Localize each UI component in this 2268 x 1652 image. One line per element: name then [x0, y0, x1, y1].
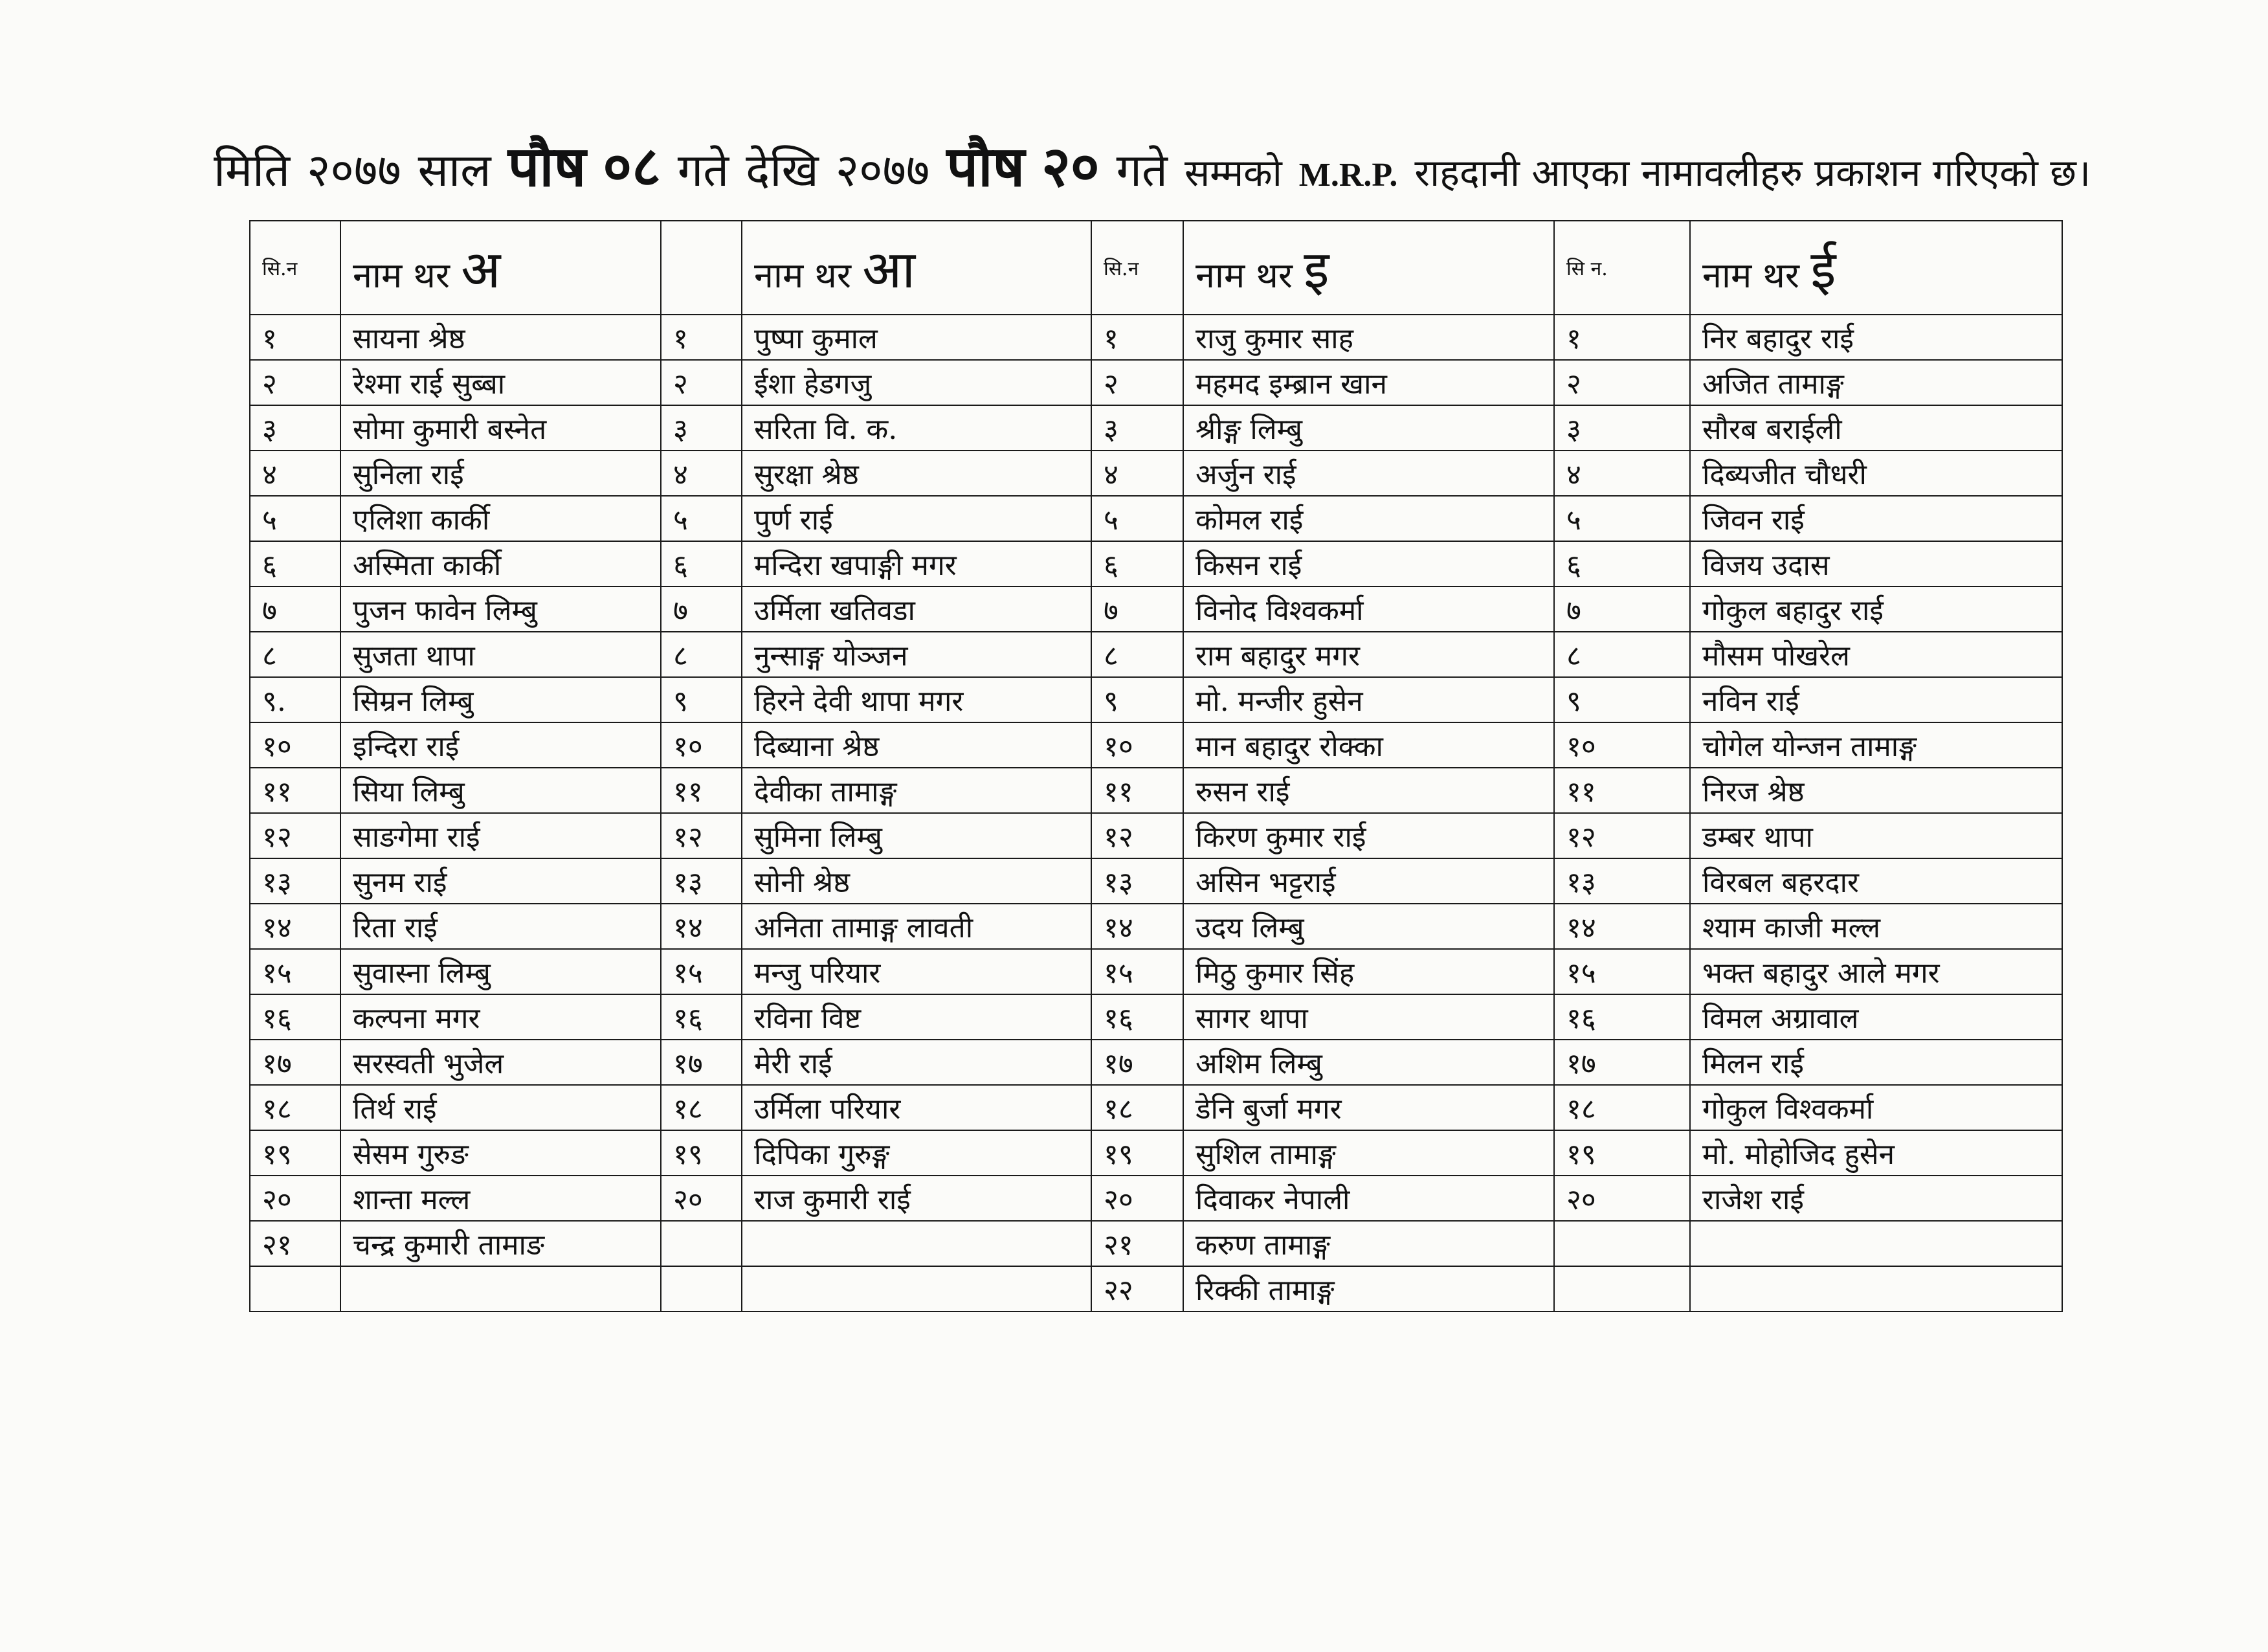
serial-cell: ८: [250, 632, 340, 677]
serial-header: सि.न: [250, 221, 340, 315]
passport-names-table: [249, 220, 2063, 1312]
serial-cell: २१: [250, 1221, 340, 1266]
table-row: [250, 813, 2062, 858]
name-cell: कोमल राई: [1183, 496, 1554, 541]
serial-cell: ११: [1091, 768, 1183, 813]
serial-cell: १: [250, 315, 340, 360]
notice-day-from: ०८: [603, 134, 661, 199]
name-cell: मो. मोहोजिद हुसेन: [1690, 1130, 2062, 1176]
name-header-label: नाम थर: [1195, 255, 1293, 296]
serial-cell: ७: [1091, 586, 1183, 632]
notice-month-from: पौष: [507, 134, 586, 199]
name-cell: श्रीङ्ग लिम्बु: [1183, 405, 1554, 451]
name-cell: किसन राई: [1183, 541, 1554, 586]
name-cell: मिलन राई: [1690, 1040, 2062, 1085]
serial-cell: १६: [661, 994, 742, 1040]
name-cell: करुण तामाङ्ग: [1183, 1221, 1554, 1266]
name-header-label: नाम थर: [353, 255, 450, 296]
name-cell: मेरी राई: [742, 1040, 1091, 1085]
serial-header: सि न.: [1554, 221, 1690, 315]
name-cell: रिक्की तामाङ्ग: [1183, 1266, 1554, 1312]
name-cell: श्याम काजी मल्ल: [1690, 904, 2062, 949]
table-row: [250, 949, 2062, 994]
serial-cell: ७: [250, 586, 340, 632]
serial-cell: १५: [1091, 949, 1183, 994]
serial-cell: १३: [661, 858, 742, 904]
name-cell: शान्ता मल्ल: [340, 1176, 661, 1221]
serial-cell: [250, 1266, 340, 1312]
serial-cell: १०: [250, 722, 340, 768]
serial-cell: १५: [661, 949, 742, 994]
notice-tail: राहदानी आएका नामावलीहरु प्रकाशन गरिएको छ।: [1414, 151, 2091, 195]
serial-cell: ३: [1091, 405, 1183, 451]
table-row: [250, 1130, 2062, 1176]
serial-cell: ४: [661, 451, 742, 496]
name-cell: सरिता वि. क.: [742, 405, 1091, 451]
name-cell: पुर्ण राई: [742, 496, 1091, 541]
name-header: [340, 221, 661, 315]
serial-cell: ९: [1091, 677, 1183, 722]
serial-cell: १८: [661, 1085, 742, 1130]
name-cell: निर बहादुर राई: [1690, 315, 2062, 360]
serial-cell: ४: [1554, 451, 1690, 496]
serial-cell: १४: [1554, 904, 1690, 949]
notice-heading: [214, 127, 2155, 199]
serial-cell: १४: [1091, 904, 1183, 949]
serial-cell: ४: [1091, 451, 1183, 496]
serial-cell: १४: [250, 904, 340, 949]
serial-cell: ४: [250, 451, 340, 496]
serial-cell: १५: [1554, 949, 1690, 994]
serial-cell: ११: [661, 768, 742, 813]
name-cell: साङगेमा राई: [340, 813, 661, 858]
serial-cell: ७: [661, 586, 742, 632]
serial-cell: ११: [250, 768, 340, 813]
serial-cell: १३: [1091, 858, 1183, 904]
serial-cell: ९: [661, 677, 742, 722]
serial-cell: ७: [1554, 586, 1690, 632]
name-cell: [742, 1266, 1091, 1312]
notice-year-from: २०७७: [307, 144, 401, 197]
serial-cell: ६: [661, 541, 742, 586]
name-cell: नविन राई: [1690, 677, 2062, 722]
name-cell: दिपिका गुरुङ्ग: [742, 1130, 1091, 1176]
serial-cell: १८: [1091, 1085, 1183, 1130]
serial-cell: २०: [250, 1176, 340, 1221]
name-cell: सुरक्षा श्रेष्ठ: [742, 451, 1091, 496]
serial-cell: २: [661, 360, 742, 405]
name-cell: सायना श्रेष्ठ: [340, 315, 661, 360]
name-header-label: नाम थर: [754, 255, 852, 296]
table-row: [250, 541, 2062, 586]
serial-cell: १०: [1091, 722, 1183, 768]
name-header: [1690, 221, 2062, 315]
table-row: [250, 1085, 2062, 1130]
serial-header: [661, 221, 742, 315]
name-cell: विनोद विश्वकर्मा: [1183, 586, 1554, 632]
serial-cell: १२: [250, 813, 340, 858]
serial-cell: [661, 1266, 742, 1312]
serial-cell: १२: [661, 813, 742, 858]
name-cell: उर्मिला परियार: [742, 1085, 1091, 1130]
table-row: [250, 1040, 2062, 1085]
name-cell: उदय लिम्बु: [1183, 904, 1554, 949]
name-cell: रेश्मा राई सुब्बा: [340, 360, 661, 405]
name-cell: [1690, 1266, 2062, 1312]
serial-cell: २: [250, 360, 340, 405]
serial-cell: २०: [1554, 1176, 1690, 1221]
table-row: [250, 451, 2062, 496]
notice-year-to: २०७७: [835, 144, 930, 197]
name-cell: उर्मिला खतिवडा: [742, 586, 1091, 632]
name-cell: एलिशा कार्की: [340, 496, 661, 541]
name-cell: पुजन फावेन लिम्बु: [340, 586, 661, 632]
name-cell: अर्जुन राई: [1183, 451, 1554, 496]
serial-cell: २: [1091, 360, 1183, 405]
serial-cell: १२: [1554, 813, 1690, 858]
name-cell: तिर्थ राई: [340, 1085, 661, 1130]
table-row: [250, 1176, 2062, 1221]
name-cell: महमद इम्ब्रान खान: [1183, 360, 1554, 405]
name-cell: दिवाकर नेपाली: [1183, 1176, 1554, 1221]
serial-cell: ९.: [250, 677, 340, 722]
name-cell: विरबल बहरदार: [1690, 858, 2062, 904]
name-cell: मान बहादुर रोक्का: [1183, 722, 1554, 768]
table-row: [250, 904, 2062, 949]
notice-day-to: २०: [1041, 134, 1100, 199]
group-letter: ई: [1810, 240, 1836, 300]
notice-month-to: पौष: [946, 134, 1025, 199]
name-cell: चोगेल योन्जन तामाङ्ग: [1690, 722, 2062, 768]
table-row: [250, 496, 2062, 541]
name-header-label: नाम थर: [1702, 255, 1800, 296]
serial-cell: ६: [1554, 541, 1690, 586]
name-cell: सुनम राई: [340, 858, 661, 904]
name-cell: राजु कुमार साह: [1183, 315, 1554, 360]
serial-cell: २०: [1091, 1176, 1183, 1221]
name-cell: निरज श्रेष्ठ: [1690, 768, 2062, 813]
notice-word: गते: [677, 144, 729, 197]
name-cell: सोनी श्रेष्ठ: [742, 858, 1091, 904]
name-cell: इन्दिरा राई: [340, 722, 661, 768]
serial-cell: ३: [250, 405, 340, 451]
name-cell: अशिम लिम्बु: [1183, 1040, 1554, 1085]
name-cell: [1690, 1221, 2062, 1266]
serial-cell: ८: [661, 632, 742, 677]
serial-cell: [1554, 1266, 1690, 1312]
name-cell: राज कुमारी राई: [742, 1176, 1091, 1221]
table-row: [250, 586, 2062, 632]
table-row: [250, 858, 2062, 904]
name-cell: अनिता तामाङ्ग लावती: [742, 904, 1091, 949]
table-row: [250, 722, 2062, 768]
group-letter: अ: [461, 240, 501, 300]
serial-cell: १६: [1091, 994, 1183, 1040]
group-letter: इ: [1304, 240, 1329, 300]
name-cell: रविना विष्ट: [742, 994, 1091, 1040]
name-cell: नुन्साङ्ग योञ्जन: [742, 632, 1091, 677]
table-row: [250, 677, 2062, 722]
serial-cell: १७: [1091, 1040, 1183, 1085]
table-row: [250, 315, 2062, 360]
name-cell: सेसम गुरुङ: [340, 1130, 661, 1176]
table-row: [250, 768, 2062, 813]
notice-word: साल: [417, 144, 491, 197]
name-cell: पुष्पा कुमाल: [742, 315, 1091, 360]
name-cell: राजेश राई: [1690, 1176, 2062, 1221]
serial-header: सि.न: [1091, 221, 1183, 315]
name-cell: चन्द्र कुमारी तामाङ: [340, 1221, 661, 1266]
table-row: [250, 1266, 2062, 1312]
name-cell: डम्बर थापा: [1690, 813, 2062, 858]
serial-cell: २०: [661, 1176, 742, 1221]
name-cell: सुमिना लिम्बु: [742, 813, 1091, 858]
serial-cell: [1554, 1221, 1690, 1266]
serial-cell: १०: [661, 722, 742, 768]
name-cell: सौरब बराईली: [1690, 405, 2062, 451]
notice-word: मिति: [214, 144, 291, 197]
serial-cell: २: [1554, 360, 1690, 405]
name-cell: डेनि बुर्जा मगर: [1183, 1085, 1554, 1130]
name-cell: अजित तामाङ्ग: [1690, 360, 2062, 405]
name-cell: मिठु कुमार सिंह: [1183, 949, 1554, 994]
serial-cell: ५: [1554, 496, 1690, 541]
serial-cell: १६: [1554, 994, 1690, 1040]
serial-cell: [661, 1221, 742, 1266]
serial-cell: १८: [250, 1085, 340, 1130]
name-cell: कल्पना मगर: [340, 994, 661, 1040]
name-cell: रिता राई: [340, 904, 661, 949]
name-cell: सरस्वती भुजेल: [340, 1040, 661, 1085]
name-cell: ईशा हेडगजु: [742, 360, 1091, 405]
serial-cell: ११: [1554, 768, 1690, 813]
serial-cell: ५: [250, 496, 340, 541]
serial-cell: ३: [1554, 405, 1690, 451]
name-cell: सुनिला राई: [340, 451, 661, 496]
name-cell: सोमा कुमारी बस्नेत: [340, 405, 661, 451]
serial-cell: १८: [1554, 1085, 1690, 1130]
name-header: [742, 221, 1091, 315]
serial-cell: ६: [1091, 541, 1183, 586]
table-row: [250, 360, 2062, 405]
name-cell: [742, 1221, 1091, 1266]
serial-cell: ५: [661, 496, 742, 541]
table-row: [250, 405, 2062, 451]
name-cell: हिरने देवी थापा मगर: [742, 677, 1091, 722]
serial-cell: १९: [1091, 1130, 1183, 1176]
serial-cell: १६: [250, 994, 340, 1040]
table-row: [250, 1221, 2062, 1266]
name-cell: विजय उदास: [1690, 541, 2062, 586]
serial-cell: १५: [250, 949, 340, 994]
serial-cell: १: [1091, 315, 1183, 360]
serial-cell: १: [661, 315, 742, 360]
serial-cell: २२: [1091, 1266, 1183, 1312]
serial-cell: १७: [250, 1040, 340, 1085]
serial-cell: १९: [1554, 1130, 1690, 1176]
serial-cell: १: [1554, 315, 1690, 360]
table-row: [250, 994, 2062, 1040]
name-cell: गोकुल बहादुर राई: [1690, 586, 2062, 632]
name-cell: अस्मिता कार्की: [340, 541, 661, 586]
serial-cell: १३: [1554, 858, 1690, 904]
serial-cell: ५: [1091, 496, 1183, 541]
name-cell: [340, 1266, 661, 1312]
table-header-row: [250, 221, 2062, 315]
table-body: [250, 315, 2062, 1312]
serial-cell: ८: [1091, 632, 1183, 677]
name-cell: सिम्रन लिम्बु: [340, 677, 661, 722]
name-header: [1183, 221, 1554, 315]
notice-word: गते: [1116, 144, 1168, 197]
name-cell: सुशिल तामाङ्ग: [1183, 1130, 1554, 1176]
serial-cell: १०: [1554, 722, 1690, 768]
name-cell: देवीका तामाङ्ग: [742, 768, 1091, 813]
name-cell: विमल अग्रावाल: [1690, 994, 2062, 1040]
group-letter: आ: [862, 240, 915, 300]
name-cell: भक्त बहादुर आले मगर: [1690, 949, 2062, 994]
name-cell: सुजता थापा: [340, 632, 661, 677]
name-cell: राम बहादुर मगर: [1183, 632, 1554, 677]
notice-word: देखि: [746, 144, 819, 197]
name-cell: दिब्यजीत चौधरी: [1690, 451, 2062, 496]
serial-cell: ६: [250, 541, 340, 586]
name-cell: मन्दिरा खपाङ्गी मगर: [742, 541, 1091, 586]
name-cell: मन्जु परियार: [742, 949, 1091, 994]
serial-cell: १९: [250, 1130, 340, 1176]
name-cell: सुवास्ना लिम्बु: [340, 949, 661, 994]
name-cell: किरण कुमार राई: [1183, 813, 1554, 858]
serial-cell: १४: [661, 904, 742, 949]
name-cell: जिवन राई: [1690, 496, 2062, 541]
serial-cell: १२: [1091, 813, 1183, 858]
name-cell: मौसम पोखरेल: [1690, 632, 2062, 677]
table-row: [250, 632, 2062, 677]
serial-cell: २१: [1091, 1221, 1183, 1266]
serial-cell: १९: [661, 1130, 742, 1176]
name-cell: रुसन राई: [1183, 768, 1554, 813]
name-cell: असिन भट्टराई: [1183, 858, 1554, 904]
notice-word: सम्मको: [1184, 151, 1282, 195]
serial-cell: ९: [1554, 677, 1690, 722]
serial-cell: १३: [250, 858, 340, 904]
serial-cell: ३: [661, 405, 742, 451]
name-cell: सिया लिम्बु: [340, 768, 661, 813]
name-cell: दिब्याना श्रेष्ठ: [742, 722, 1091, 768]
name-cell: मो. मन्जीर हुसेन: [1183, 677, 1554, 722]
notice-mrp: M.R.P.: [1298, 157, 1398, 194]
serial-cell: १७: [1554, 1040, 1690, 1085]
serial-cell: १७: [661, 1040, 742, 1085]
serial-cell: ८: [1554, 632, 1690, 677]
name-cell: सागर थापा: [1183, 994, 1554, 1040]
name-cell: गोकुल विश्वकर्मा: [1690, 1085, 2062, 1130]
